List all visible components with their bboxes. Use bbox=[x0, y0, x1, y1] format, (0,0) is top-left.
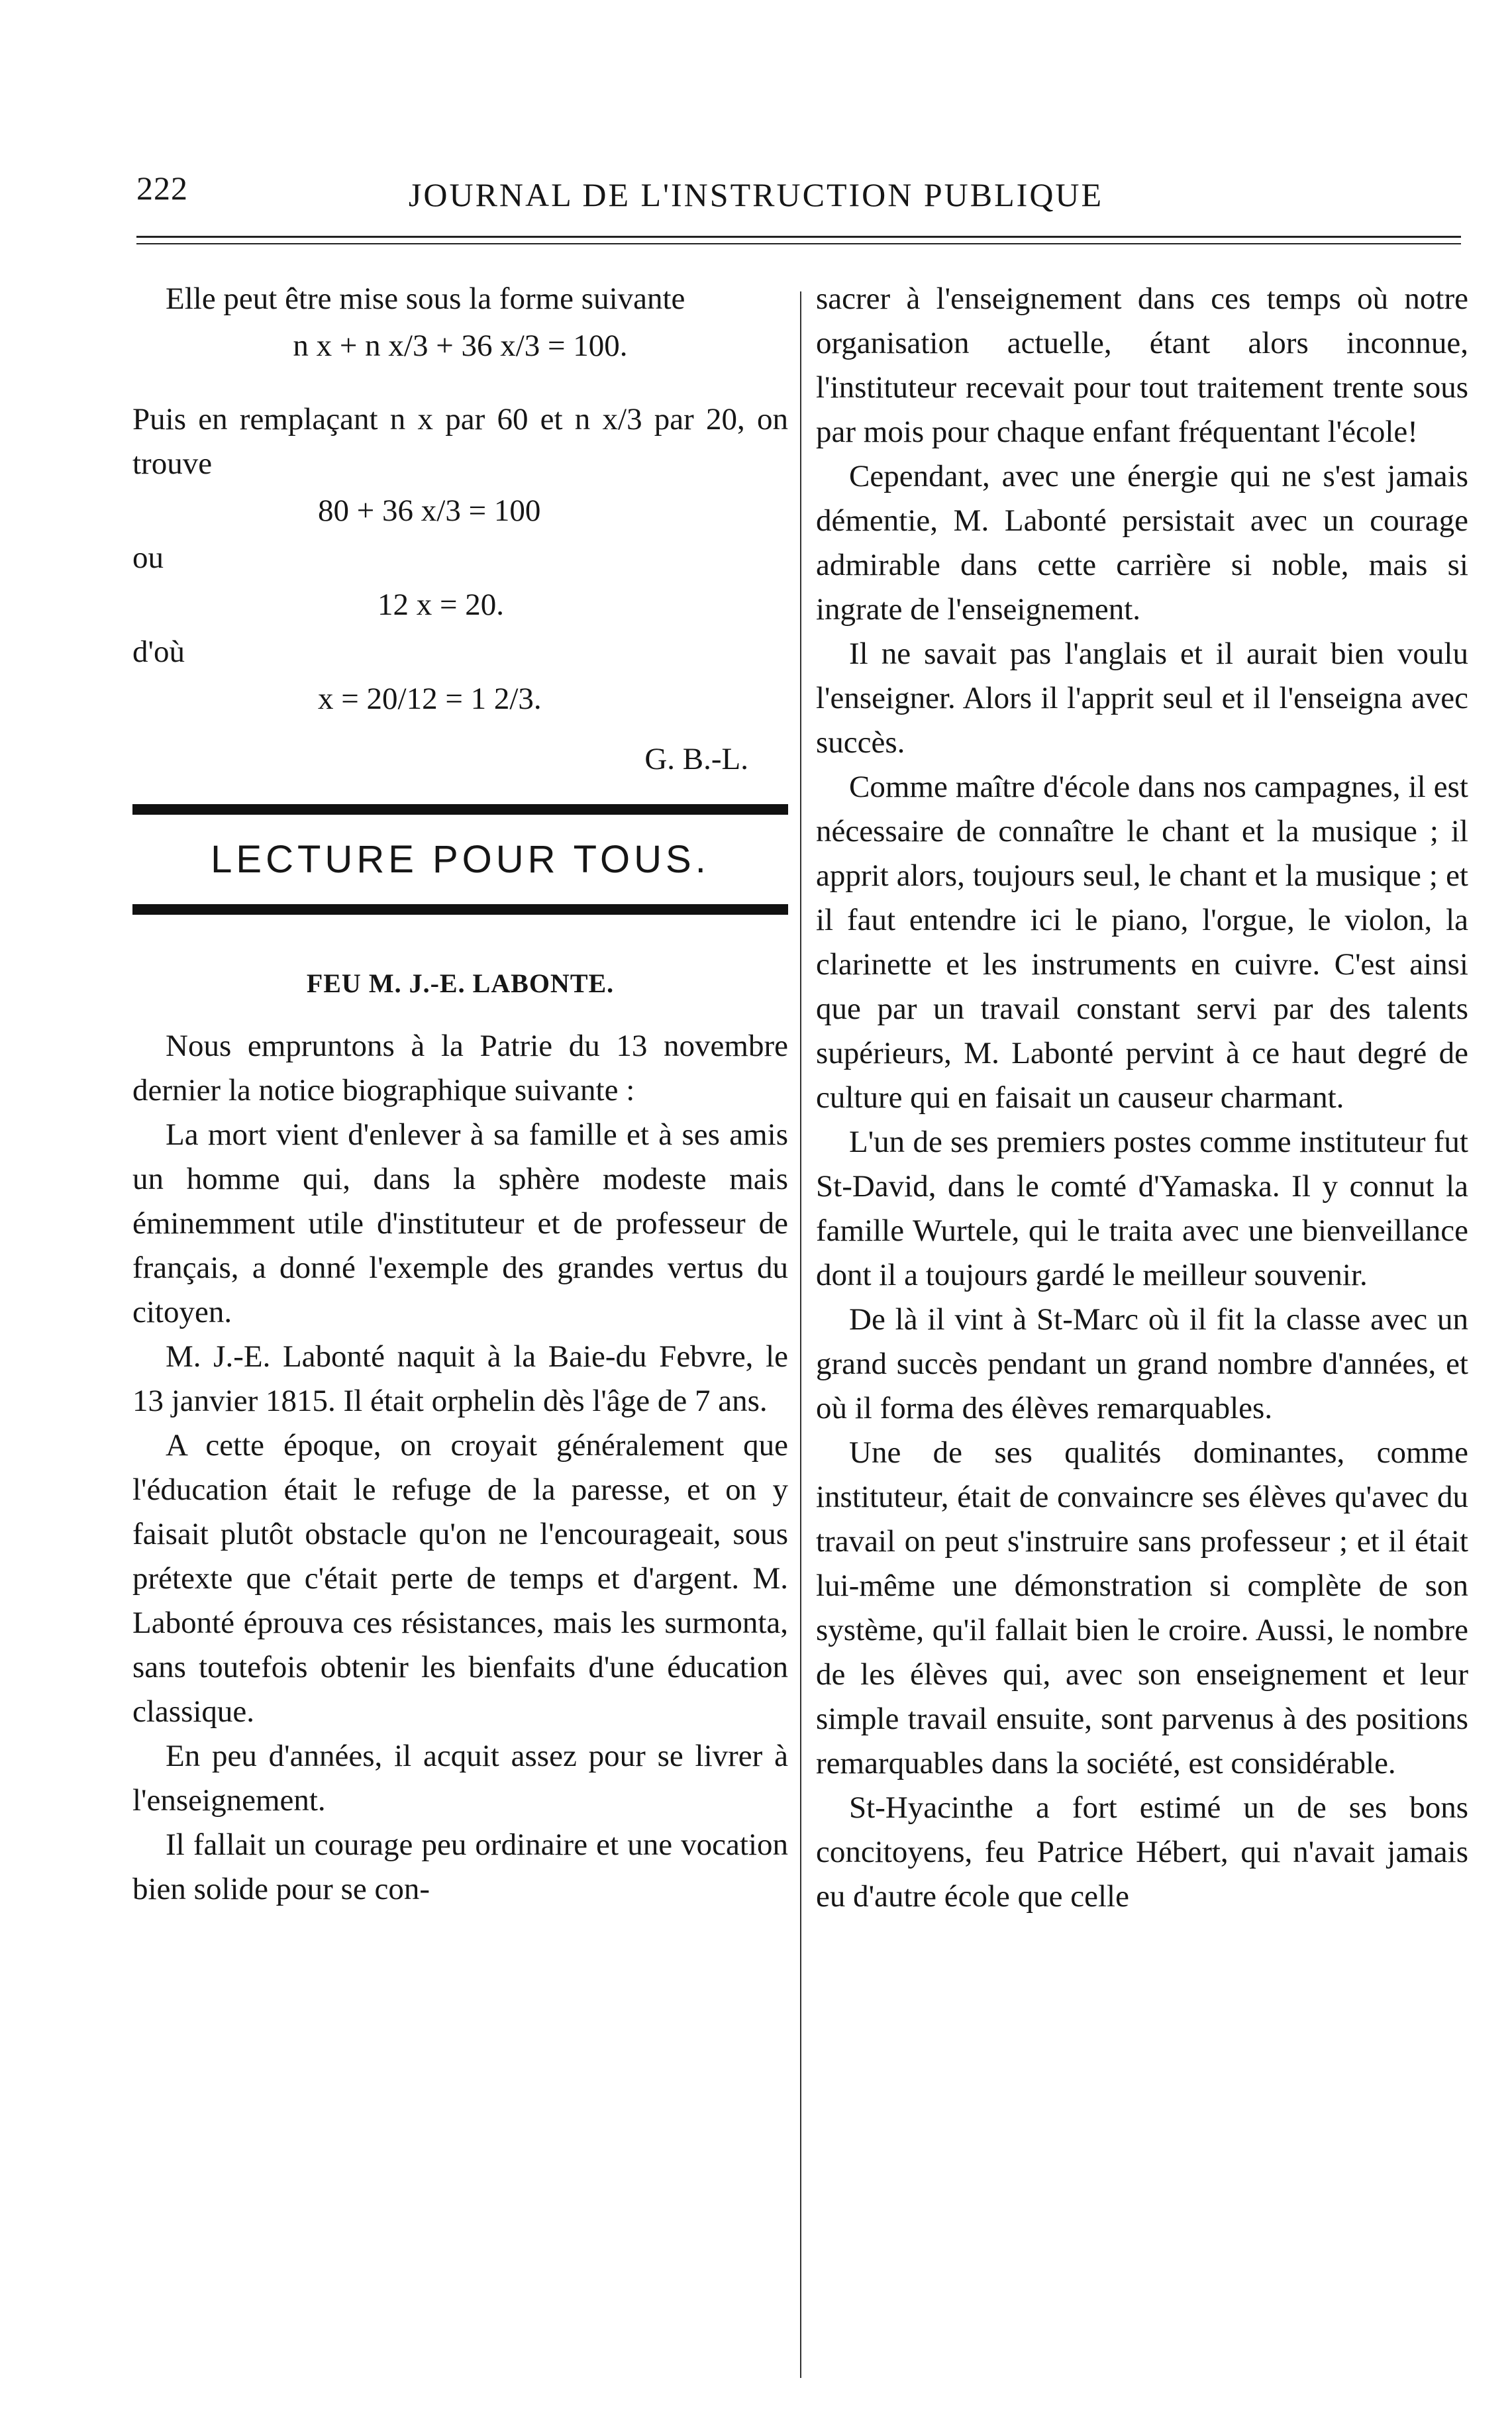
signature: G. B.-L. bbox=[644, 742, 748, 776]
article-paragraph: A cette époque, on croyait généralement que l'éducation était le refuge de la paresse, et on y faisait plutôt obstacle qu'on ne l'encourageait, sous prétexte que c'était perte de temps et d'argent. M. Labonté éprouva ces résistances, mais les surmonta, sans toutefois obtenir les bienfaits d'une éducation classique. bbox=[132, 1428, 788, 1729]
article-paragraph: Nous empruntons à la Patrie du 13 novembre dernier la notice biographique suivante : bbox=[132, 1029, 788, 1108]
left-column bbox=[132, 277, 788, 1912]
article-paragraph: St-Hyacinthe a fort estimé un de ses bons concitoyens, feu Patrice Hébert, qui n'avait jamais eu d'autre école que celle bbox=[816, 1790, 1468, 1914]
article-paragraph: Une de ses qualités dominantes, comme instituteur, était de convaincre ses élèves qu'avec du travail on peut s'instruire sans professeur ; et il était lui-même une démonstration si complète de son système, qu'il fallait bien le croire. Aussi, le nombre de les élèves qui, avec son enseignement et leur simple travail ensuite, sont parvenus à des positions remarquables dans la société, est considérable. bbox=[816, 1435, 1468, 1780]
substitution-paragraph: Puis en remplaçant n x par 60 et n x/3 par 20, on trouve bbox=[132, 402, 788, 481]
article-paragraph: De là il vint à St-Marc où il fit la classe avec un grand succès pendant un grand nombre d'années, et où il forma des élèves remarquables. bbox=[816, 1302, 1468, 1425]
article-paragraph: sacrer à l'enseignement dans ces temps où notre organisation actuelle, étant alors inconnue, l'instituteur recevait pour tout traitement trente sous par mois pour chaque enfant fréquentant l'école! bbox=[816, 282, 1468, 449]
formula-1: n x + n x/3 + 36 x/3 = 100. bbox=[293, 329, 628, 363]
article-paragraph: La mort vient d'enlever à sa famille et à ses amis un homme qui, dans la sphère modeste mais éminemment utile d'instituteur et de professeur de français, a donné l'exemple des grandes vertus du citoyen. bbox=[132, 1117, 788, 1329]
column-divider bbox=[800, 291, 801, 2378]
article-title: FEU M. J.-E. LABONTE. bbox=[306, 968, 615, 998]
section-rule-bottom bbox=[132, 904, 788, 915]
running-title: JOURNAL DE L'INSTRUCTION PUBLIQUE bbox=[408, 176, 1104, 213]
article-paragraph: Il fallait un courage peu ordinaire et une vocation bien solide pour se con- bbox=[132, 1828, 788, 1906]
ou-label: ou bbox=[132, 541, 164, 575]
article-paragraph: Comme maître d'école dans nos campagnes, il est nécessaire de connaître le chant et la musique ; il apprit alors, toujours seul, le chant et la musique ; et il faut entendre ici le piano, l'orgue, le violon, la clarinette et les instruments en cuivre. C'est ainsi que par un travail constant servi par des talents supérieurs, M. Labonté pervint à ce haut degré de culture qui en faisait un causeur charmant. bbox=[816, 770, 1468, 1115]
article-paragraph: Il ne savait pas l'anglais et il aurait bien voulu l'enseigner. Alors il l'apprit seul et il l'enseigna avec succès. bbox=[816, 637, 1468, 760]
section-rule-top bbox=[132, 804, 788, 815]
intro-paragraph: Elle peut être mise sous la forme suivante bbox=[166, 282, 685, 316]
article-paragraph: En peu d'années, il acquit assez pour se livrer à l'enseignement. bbox=[132, 1739, 788, 1818]
article-paragraph: Cependant, avec une énergie qui ne s'est jamais démentie, M. Labonté persistait avec un courage admirable dans cette carrière si noble, mais si ingrate de l'enseignement. bbox=[816, 459, 1468, 627]
header-rule bbox=[136, 236, 1461, 244]
right-column bbox=[816, 277, 1468, 1919]
section-title: LECTURE POUR TOUS. bbox=[211, 838, 710, 881]
formula-4: x = 20/12 = 1 2/3. bbox=[318, 682, 542, 716]
page-number: 222 bbox=[136, 170, 188, 207]
article-paragraph: L'un de ses premiers postes comme instituteur fut St-David, dans le comté d'Yamaska. Il y connut la famille Wurtele, qui le traita avec une bienveillance dont il a toujours gardé le meilleur souvenir. bbox=[816, 1125, 1468, 1292]
article-paragraph: M. J.-E. Labonté naquit à la Baie-du Febvre, le 13 janvier 1815. Il était orphelin dès l'âge de 7 ans. bbox=[132, 1339, 788, 1418]
formula-3: 12 x = 20. bbox=[378, 588, 505, 622]
formula-2: 80 + 36 x/3 = 100 bbox=[318, 493, 541, 528]
dou-label: d'où bbox=[132, 635, 185, 669]
